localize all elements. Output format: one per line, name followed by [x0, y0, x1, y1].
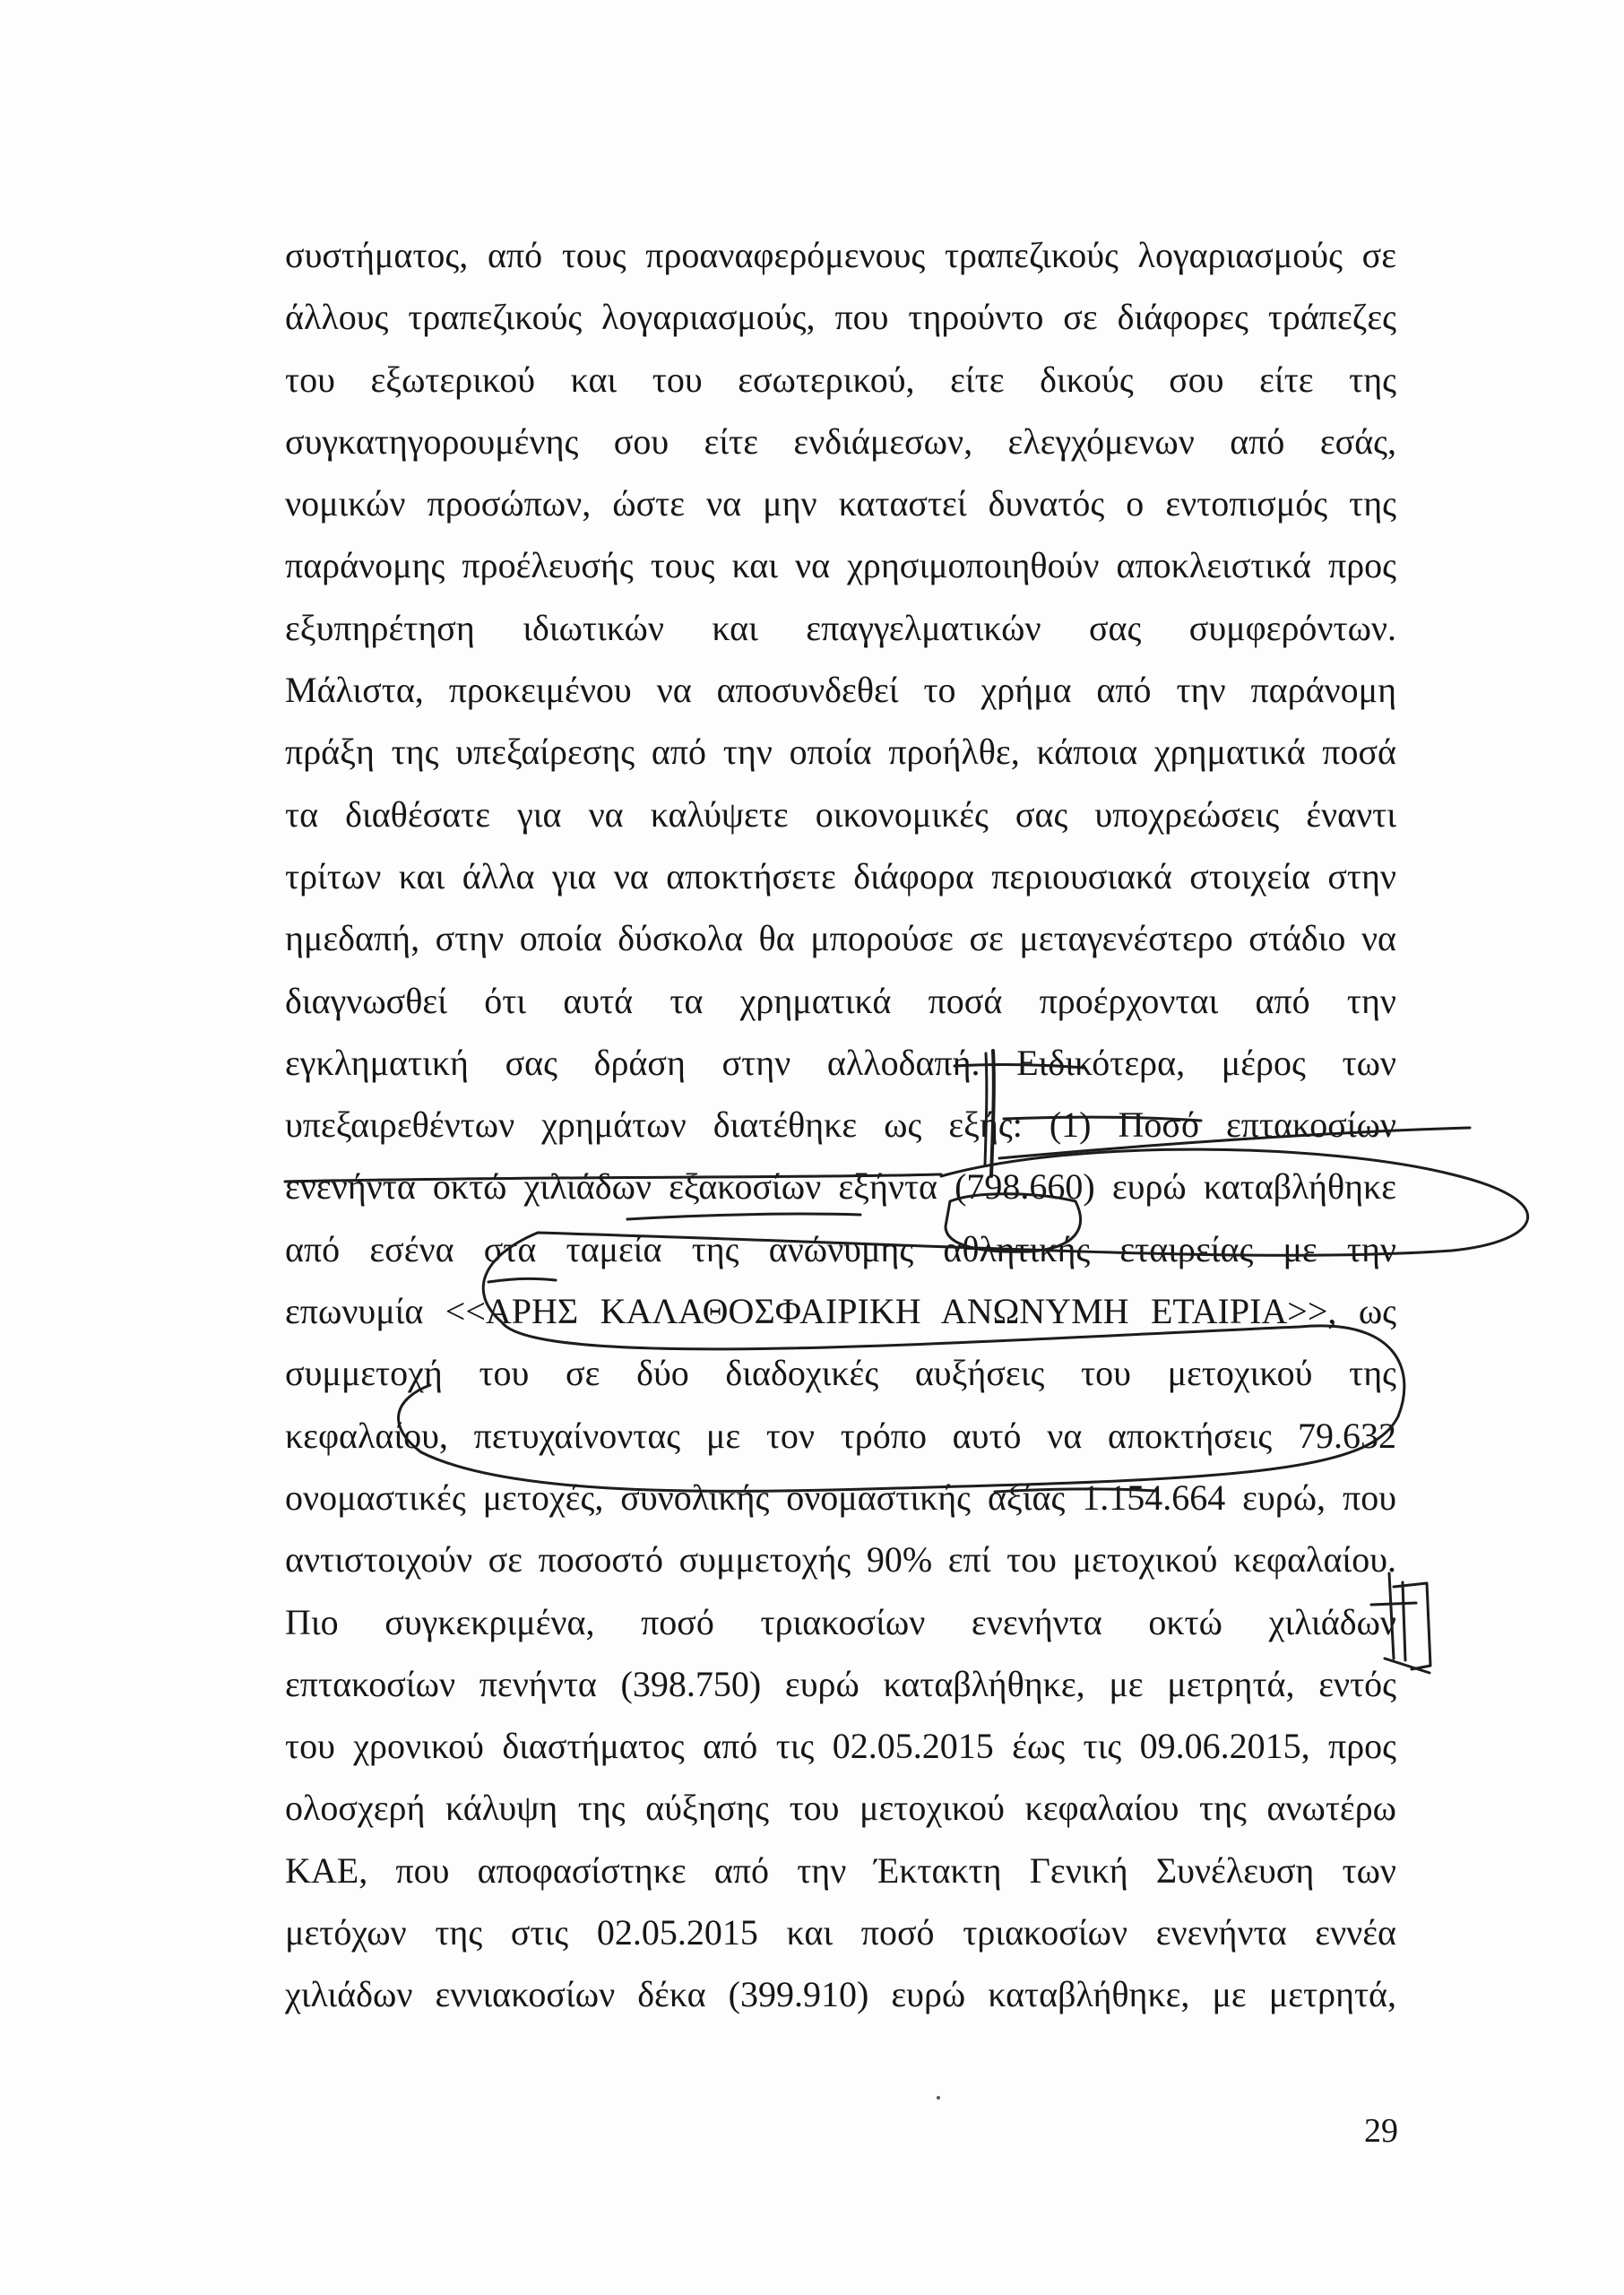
text-line: συστήματος, από τους προαναφερόμενους τραπεζικούς λογαριασμούς σε — [285, 235, 1396, 275]
text-line: συγκατηγορουμένης σου είτε ενδιάμεσων, ελεγχόμενων από εσάς, — [285, 420, 1396, 462]
text-line: τα διαθέσατε για να καλύψετε οικονομικές σας υποχρεώσεις έναντι — [285, 793, 1396, 835]
text-line: εξυπηρέτηση ιδιωτικών και επαγγελματικών σας συμφερόντων. — [285, 607, 1396, 648]
text-line: παράνομης προέλευσής τους και να χρησιμοποιηθούν αποκλειστικά προς — [285, 545, 1396, 586]
text-line: Πιο συγκεκριμένα, ποσό τριακοσίων ενενήντα οκτώ χιλιάδων — [285, 1601, 1396, 1642]
text-line: πράξη της υπεξαίρεσης από την οποία προήλθε, κάποια χρηματικά ποσά — [285, 732, 1396, 773]
text-line: Μάλιστα, προκειμένου να αποσυνδεθεί το χρήμα από την παράνομη — [285, 670, 1396, 711]
text-line: κεφαλαίου, πετυχαίνοντας με τον τρόπο αυτό να αποκτήσεις 79.632 — [285, 1415, 1396, 1456]
text-line: του χρονικού διαστήματος από τις 02.05.2015 έως τις 09.06.2015, προς — [285, 1726, 1396, 1767]
text-line: συμμετοχή του σε δύο διαδοχικές αυξήσεις του μετοχικού της — [285, 1353, 1396, 1394]
text-line: νομικών προσώπων, ώστε να μην καταστεί δυνατός ο εντοπισμός της — [285, 483, 1396, 524]
text-line: υπεξαιρεθέντων χρημάτων διατέθηκε ως εξής: (1) Ποσό επτακοσίων — [285, 1104, 1396, 1146]
text-line: διαγνωσθεί ότι αυτά τα χρηματικά ποσά προέρχονται από την — [285, 980, 1396, 1021]
text-line: αντιστοιχούν σε ποσοστό συμμετοχής 90% επί του μετοχικού κεφαλαίου. — [285, 1539, 1396, 1581]
text-line: ολοσχερή κάλυψη της αύξησης του μετοχικού κεφαλαίου της ανωτέρω — [285, 1788, 1396, 1829]
body-text — [285, 224, 1396, 2026]
text-line: επτακοσίων πενήντα (398.750) ευρώ καταβλήθηκε, με μετρητά, εντός — [285, 1663, 1396, 1704]
text-line: από εσένα στα ταμεία της ανώνυμης αθλητικής εταιρείας με την — [285, 1228, 1396, 1269]
text-line: ΚΑΕ, που αποφασίστηκε από την Έκτακτη Γενική Συνέλευση των — [285, 1849, 1396, 1891]
text-line: ημεδαπή, στην οποία δύσκολα θα μπορούσε σε μεταγενέστερο στάδιο να — [285, 918, 1396, 959]
text-line: επωνυμία <<ΑΡΗΣ ΚΑΛΑΘΟΣΦΑΙΡΙΚΗ ΑΝΩΝΥΜΗ ΕΤΑΙΡΙΑ>>, ως — [285, 1291, 1396, 1332]
text-line: ονομαστικές μετοχές, συνολικής ονομαστικής αξίας 1.154.664 ευρώ, που — [285, 1477, 1396, 1518]
text-line: άλλους τραπεζικούς λογαριασμούς, που τηρούντο σε διάφορες τράπεζες — [285, 297, 1396, 338]
text-line: εγκληματική σας δράση στην αλλοδαπή. Ειδικότερα, μέρος των — [285, 1042, 1396, 1083]
text-line: χιλιάδων εννιακοσίων δέκα (399.910) ευρώ καταβλήθηκε, με μετρητά, — [285, 1974, 1396, 2015]
text-line: του εξωτερικού και του εσωτερικού, είτε δικούς σου είτε της — [285, 359, 1396, 400]
pen-bracket-mark — [1394, 1583, 1430, 1669]
page-number: 29 — [1364, 2112, 1398, 2150]
scan-speck — [937, 2096, 940, 2100]
text-line: τρίτων και άλλα για να αποκτήσετε διάφορα περιουσιακά στοιχεία στην — [285, 855, 1396, 896]
pen-bracket-mark — [1403, 1582, 1405, 1660]
text-line: ενενήντα οκτώ χιλιάδων εξακοσίων εξήντα (798.660) ευρώ καταβλήθηκε — [285, 1166, 1396, 1208]
text-line: μετόχων της στις 02.05.2015 και ποσό τριακοσίων ενενήντα εννέα — [285, 1912, 1396, 1953]
